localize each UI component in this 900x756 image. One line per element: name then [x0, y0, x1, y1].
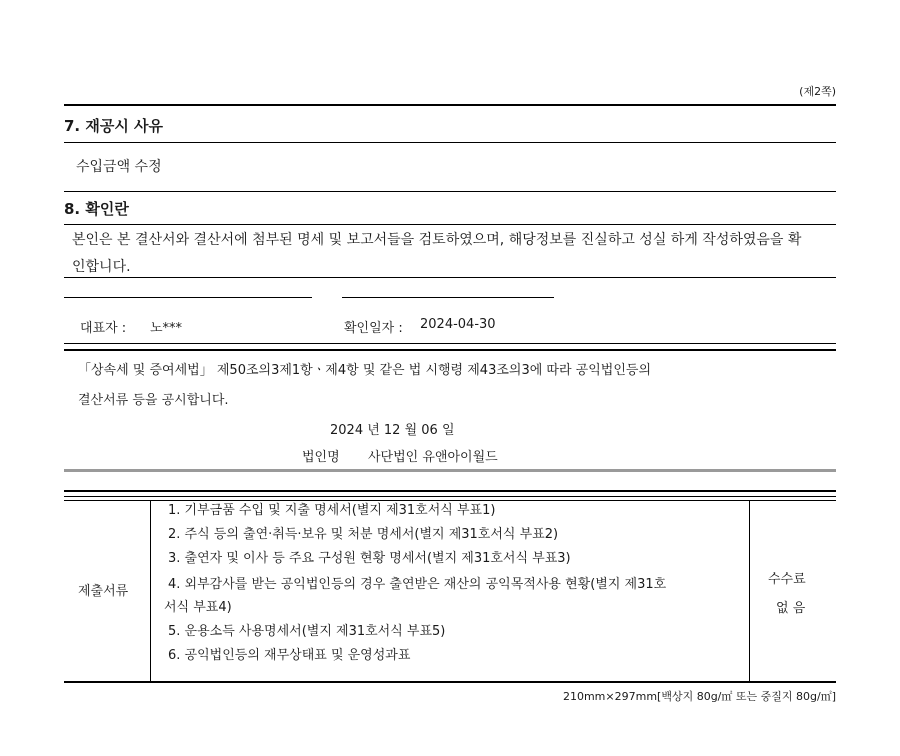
notice-top-rule-1: [64, 343, 836, 344]
table-top-rule-1: [64, 490, 836, 492]
table-bottom-rule: [64, 681, 836, 683]
table-top-rule-2: [64, 496, 836, 497]
notice-bottom-gray-rule: [64, 469, 836, 472]
representative-label: 대표자 :: [80, 321, 127, 336]
paper-spec-footer: 210mm×297mm[백상지 80g/㎡ 또는 중질지 80g/㎡]: [562, 690, 836, 703]
section8-title: 8. 확인란: [64, 200, 129, 218]
notice-line1: 「상속세 및 증여세법」 제50조의3제1항ㆍ제4항 및 같은 법 시행령 제43조의3에 따라 공익법인등의: [78, 363, 652, 378]
page-number-label: (제2쪽): [799, 85, 836, 98]
confirm-date-value: 2024-04-30: [420, 317, 496, 332]
section8-title-rule: [64, 224, 836, 225]
submission-header: 제출서류: [78, 584, 129, 599]
table-divider-left: [150, 500, 151, 682]
submission-item-6: 6. 공익법인등의 재무상태표 및 운영성과표: [168, 648, 411, 663]
fee-value: 없 음: [776, 601, 806, 616]
confirm-date-label: 확인일자 :: [344, 321, 403, 336]
section7-top-rule: [64, 104, 836, 106]
section8-statement-rule: [64, 277, 836, 278]
fee-label: 수수료: [768, 572, 806, 587]
representative-value: 노***: [150, 321, 183, 336]
section8-statement-line2: 인합니다.: [72, 259, 131, 275]
table-divider-right: [749, 500, 750, 682]
section8-statement-line1: 본인은 본 결산서와 결산서에 첨부된 명세 및 보고서들을 검토하였으며, 해당정보를 진실하고 성실 하게 작성하였음을 확: [72, 232, 802, 248]
section7-title: 7. 재공시 사유: [64, 117, 164, 135]
notice-date: 2024 년 12 월 06 일: [330, 423, 455, 438]
notice-top-rule-2: [64, 349, 836, 351]
submission-item-3: 3. 출연자 및 이사 등 주요 구성원 현황 명세서(별지 제31호서식 부표3): [168, 551, 571, 566]
corporation-label: 법인명: [302, 450, 340, 465]
corporation-name: 사단법인 유앤아이월드: [368, 450, 498, 465]
signature-line-date: [342, 297, 554, 298]
notice-line2: 결산서류 등을 공시합니다.: [78, 393, 229, 408]
submission-item-5: 5. 운용소득 사용명세서(별지 제31호서식 부표5): [168, 624, 446, 639]
section7-bottom-rule: [64, 191, 836, 192]
section7-content: 수입금액 수정: [76, 159, 162, 175]
signature-line-representative: [64, 297, 312, 298]
submission-item-1: 1. 기부금품 수입 및 지출 명세서(별지 제31호서식 부표1): [168, 503, 496, 518]
section7-title-rule: [64, 142, 836, 143]
submission-item-2: 2. 주식 등의 출연·취득·보유 및 처분 명세서(별지 제31호서식 부표2): [168, 527, 559, 542]
submission-item-4: 4. 외부감사를 받는 공익법인등의 경우 출연받은 재산의 공익목적사용 현황(별지 제31호: [168, 577, 667, 592]
submission-item-4-continued: 서식 부표4): [164, 600, 232, 615]
